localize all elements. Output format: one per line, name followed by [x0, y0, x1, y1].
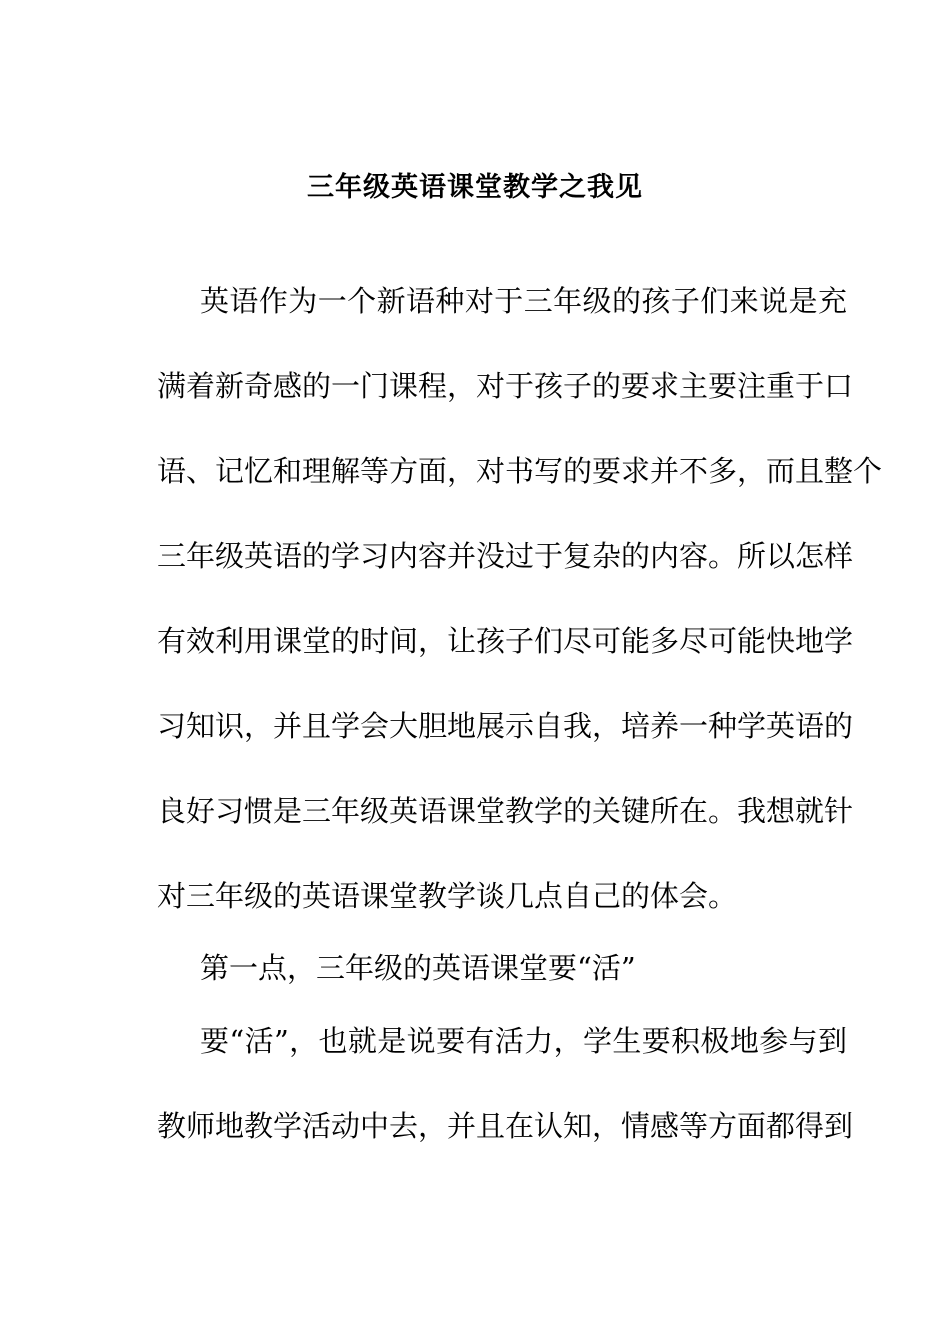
- paragraph-line: 对三年级的英语课堂教学谈几点自己的体会。: [157, 879, 738, 913]
- paragraph-line: 习知识，并且学会大胆地展示自我，培养一种学英语的: [157, 709, 854, 743]
- paragraph-line: 英语作为一个新语种对于三年级的孩子们来说是充: [200, 284, 847, 318]
- paragraph-line: 要“活”，也就是说要有活力，学生要积极地参与到: [200, 1024, 847, 1058]
- paragraph-line: 满着新奇感的一门课程，对于孩子的要求主要注重于口: [157, 369, 854, 403]
- paragraph-line: 教师地教学活动中去，并且在认知，情感等方面都得到: [157, 1109, 854, 1143]
- document-title: 三年级英语课堂教学之我见: [307, 172, 643, 203]
- paragraph-line: 良好习惯是三年级英语课堂教学的关键所在。我想就针: [157, 794, 854, 828]
- paragraph-line: 有效利用课堂的时间，让孩子们尽可能多尽可能快地学: [157, 624, 854, 658]
- paragraph-line: 语、记忆和理解等方面，对书写的要求并不多，而且整个: [157, 454, 883, 488]
- paragraph-line: 三年级英语的学习内容并没过于复杂的内容。所以怎样: [157, 539, 854, 573]
- section-heading: 第一点，三年级的英语课堂要“活”: [200, 951, 636, 985]
